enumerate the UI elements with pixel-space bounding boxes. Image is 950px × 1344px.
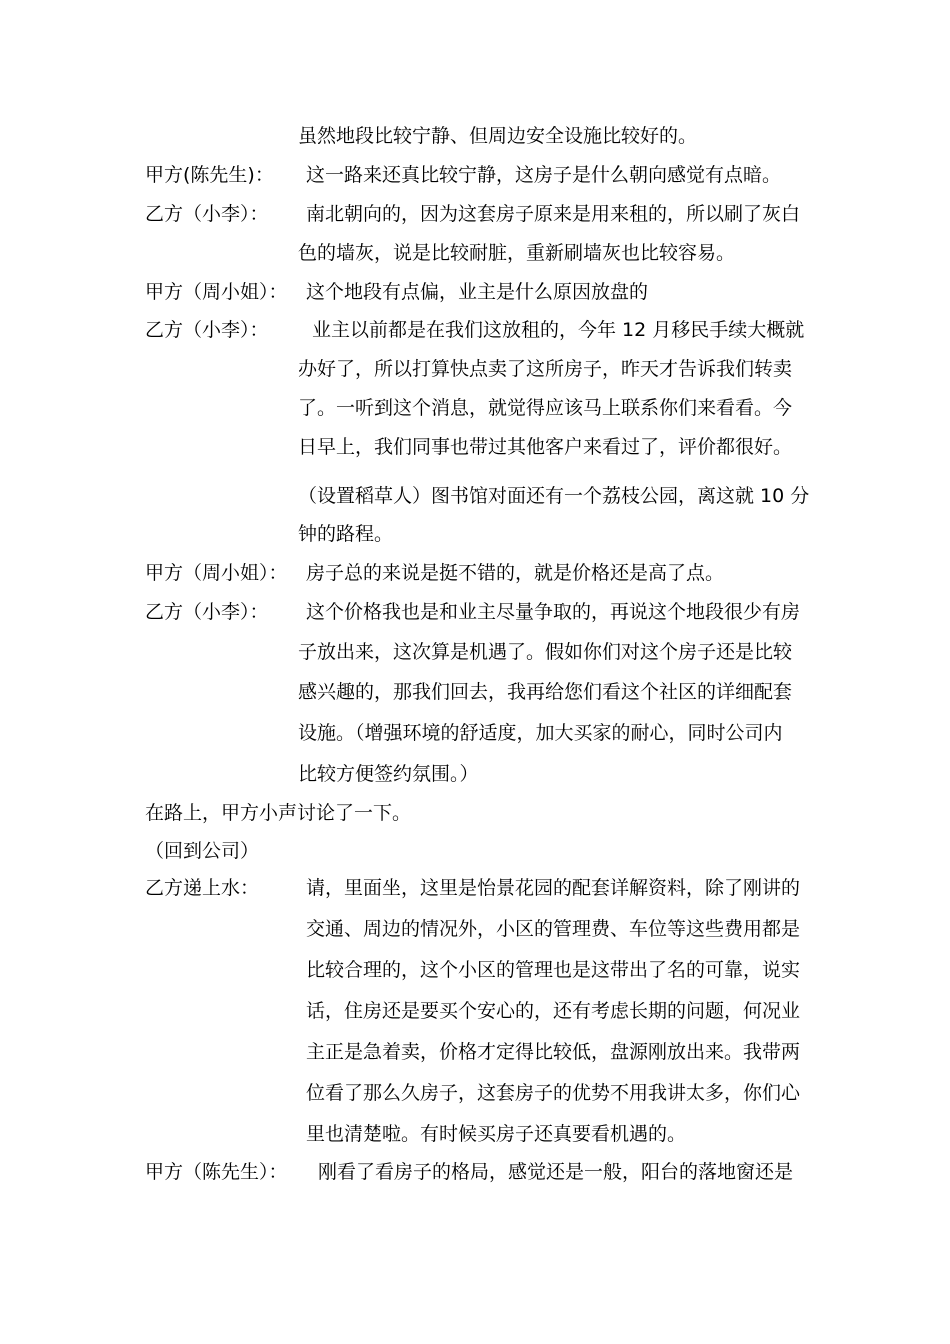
dialogue-line: 感兴趣的，那我们回去，我再给您们看这个社区的详细配套: [298, 681, 793, 703]
dialogue-line: 比较方便签约氛围。）: [298, 763, 479, 785]
dialogue-line: 交通、周边的情况外，小区的管理费、车位等这些费用都是: [306, 918, 801, 940]
speaker-label: 乙方（小李）：: [145, 203, 269, 225]
dialogue-line: 里也清楚啦。有时候买房子还真要看机遇的。: [306, 1123, 687, 1145]
dialogue-line: 日早上，我们同事也带过其他客户来看过了，评价都很好。: [298, 436, 793, 458]
dialogue-line: 这一路来还真比较宁静，这房子是什么朝向感觉有点暗。: [306, 164, 782, 186]
dialogue-line: 虽然地段比较宁静、但周边安全设施比较好的。: [298, 125, 698, 147]
dialogue-line: 主正是急着卖，价格才定得比较低，盘源刚放出来。我带两: [306, 1041, 801, 1063]
dialogue-line: （设置稻草人）图书馆对面还有一个荔枝公园，离这就 10 分: [298, 485, 810, 507]
dialogue-line: 房子总的来说是挺不错的，就是价格还是高了点。: [306, 562, 725, 584]
stage-direction: （回到公司）: [145, 840, 260, 862]
speaker-label: 乙方（小李）：: [145, 601, 269, 623]
dialogue-line: 刚看了看房子的格局，感觉还是一般，阳台的落地窗还是: [318, 1161, 794, 1183]
speaker-label: 甲方（周小姐）：: [145, 562, 288, 584]
dialogue-line: 业主以前都是在我们这放租的，今年 12 月移民手续大概就: [312, 319, 805, 341]
dialogue-line: 钟的路程。: [298, 523, 394, 545]
dialogue-line: 这个价格我也是和业主尽量争取的，再说这个地段很少有房: [306, 601, 801, 623]
speaker-label: 甲方(陈先生)：: [145, 164, 274, 186]
dialogue-line: 办好了，所以打算快点卖了这所房子，昨天才告诉我们转卖: [298, 358, 793, 380]
dialogue-line: 比较合理的，这个小区的管理也是这带出了名的可靠，说实: [306, 959, 801, 981]
speaker-label: 甲方（陈先生）：: [145, 1161, 288, 1183]
dialogue-line: 色的墙灰，说是比较耐脏，重新刷墙灰也比较容易。: [298, 242, 736, 264]
dialogue-line: 了。一听到这个消息，就觉得应该马上联系你们来看看。今: [298, 397, 793, 419]
narration-line: 在路上，甲方小声讨论了一下。: [145, 802, 412, 824]
dialogue-line: 请，里面坐，这里是怡景花园的配套详解资料，除了刚讲的: [306, 877, 801, 899]
dialogue-line: 位看了那么久房子，这套房子的优势不用我讲太多，你们心: [306, 1082, 801, 1104]
speaker-label: 乙方递上水：: [145, 877, 260, 899]
speaker-label: 甲方（周小姐）：: [145, 281, 288, 303]
speaker-label: 乙方（小李）：: [145, 319, 269, 341]
dialogue-line: 子放出来，这次算是机遇了。假如你们对这个房子还是比较: [298, 641, 793, 663]
dialogue-line: 这个地段有点偏，业主是什么原因放盘的: [306, 281, 649, 303]
dialogue-line: 南北朝向的，因为这套房子原来是用来租的，所以刷了灰白: [306, 203, 801, 225]
dialogue-line: 话，住房还是要买个安心的，还有考虑长期的问题，何况业: [306, 1000, 801, 1022]
dialogue-line: 设施。（增强环境的舒适度，加大买家的耐心，同时公司内: [298, 722, 783, 744]
